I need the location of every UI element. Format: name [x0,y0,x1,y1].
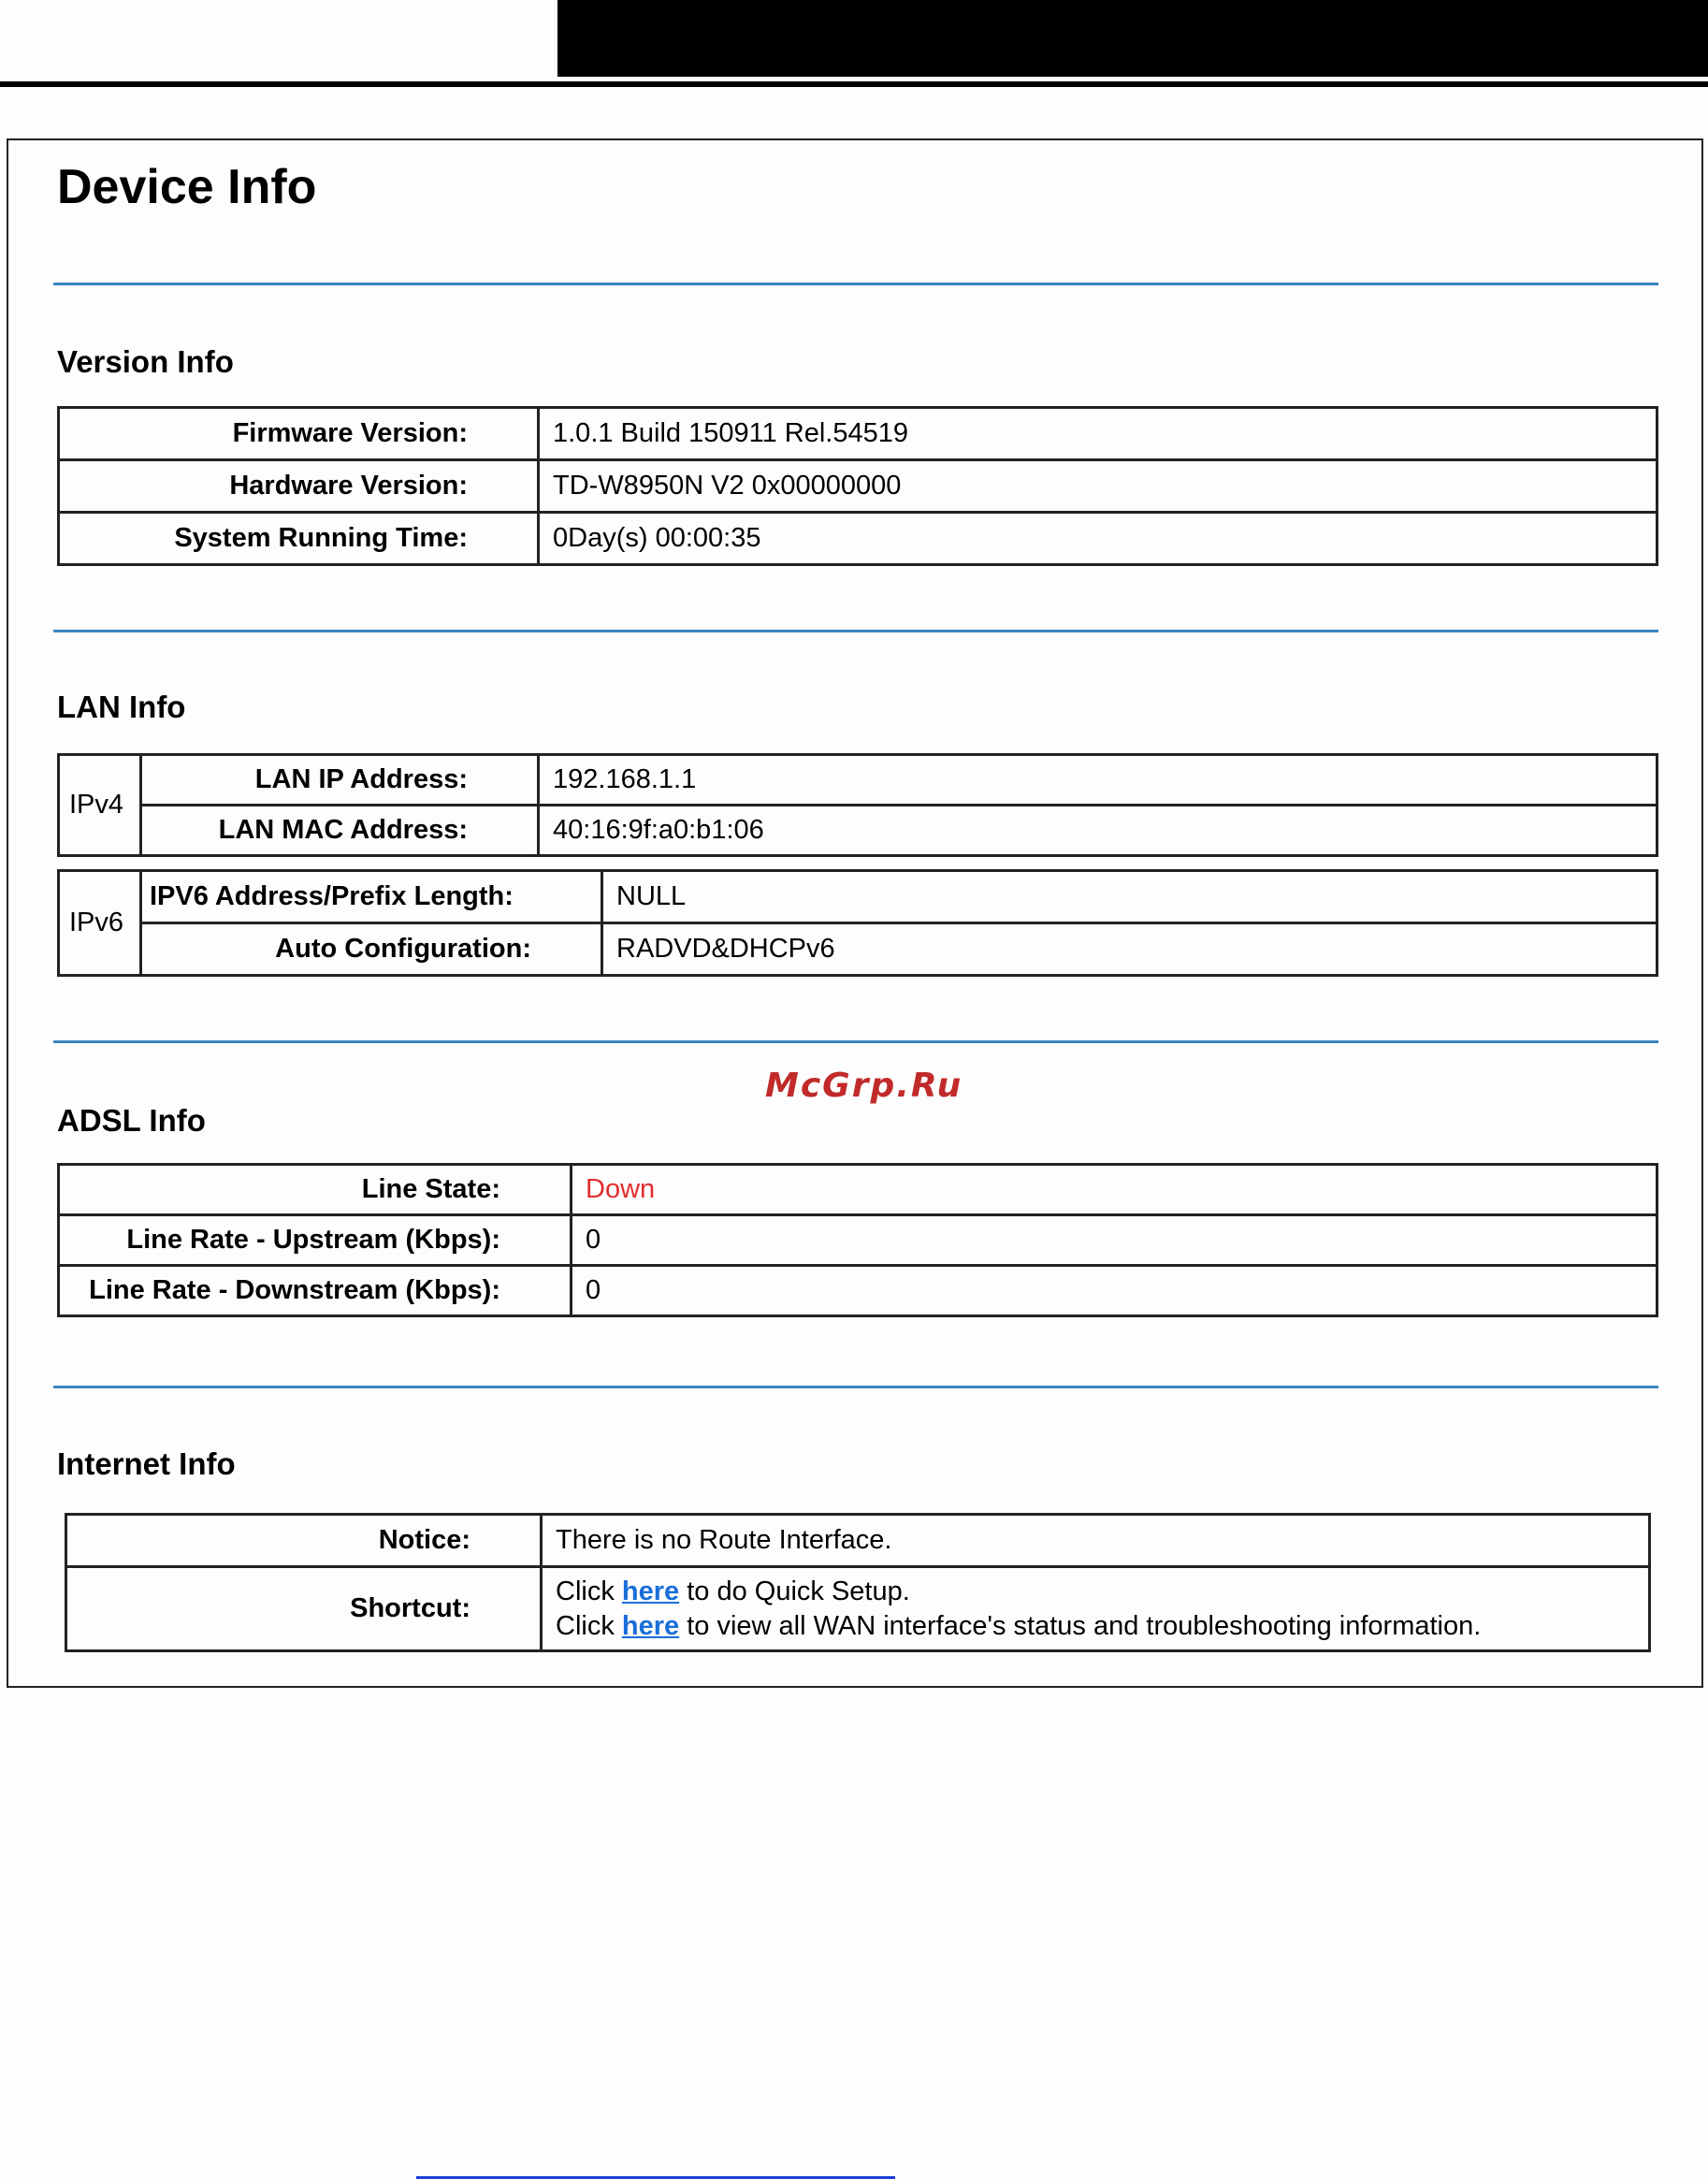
page-title: Device Info [57,160,317,214]
ipv4-group-label: IPv4 [59,755,141,856]
header-rule [0,81,1708,87]
table-row [59,1266,1657,1316]
shortcut-value [542,1567,1650,1651]
downstream-rate-label: Line Rate - Downstream (Kbps): [59,1266,572,1316]
ipv6-group-label: IPv6 [59,871,141,976]
line-state-value: Down [572,1165,1657,1215]
hardware-version-label: Hardware Version: [59,460,539,513]
lan-ip-address-value: 192.168.1.1 [539,755,1657,806]
section-divider [53,1040,1658,1043]
table-row [59,1215,1657,1266]
upstream-rate-value: 0 [572,1215,1657,1266]
firmware-version-value: 1.0.1 Build 150911 Rel.54519 [539,408,1657,460]
table-row [59,871,1657,923]
adsl-info-title: ADSL Info [57,1103,206,1138]
lan-ip-address-label: LAN IP Address: [141,755,539,806]
internet-info-table [65,1513,1651,1652]
upstream-rate-label: Line Rate - Upstream (Kbps): [59,1215,572,1266]
lan-ipv6-table [57,869,1658,977]
auto-configuration-value: RADVD&DHCPv6 [602,923,1657,976]
lan-ipv4-table [57,753,1658,857]
quick-setup-link[interactable]: here [621,1576,680,1607]
table-row [59,408,1657,460]
shortcut-label: Shortcut: [66,1567,542,1651]
auto-configuration-label: Auto Configuration: [141,923,602,976]
section-divider [53,283,1658,285]
quick-setup-line: Click here to do Quick Setup. [556,1576,910,1607]
table-row [66,1567,1650,1651]
notice-value: There is no Route Interface. [542,1515,1650,1567]
wan-status-line: Click here to view all WAN interface's status and troubleshooting information. [556,1610,1482,1641]
table-row [59,460,1657,513]
table-row [59,755,1657,806]
version-info-table [57,406,1658,566]
hardware-version-value: TD-W8950N V2 0x00000000 [539,460,1657,513]
watermark-text: McGrp.Ru [765,1067,963,1105]
ipv6-address-prefix-value: NULL [602,871,1657,923]
device-info-panel [7,138,1703,1688]
section-divider [53,630,1658,632]
system-running-time-value: 0Day(s) 00:00:35 [539,513,1657,565]
table-row [59,513,1657,565]
notice-label: Notice: [66,1515,542,1567]
header-bar [557,0,1708,77]
lan-mac-address-label: LAN MAC Address: [141,806,539,856]
ipv6-address-prefix-label: IPV6 Address/Prefix Length: [141,871,602,923]
system-running-time-label: System Running Time: [59,513,539,565]
line-state-label: Line State: [59,1165,572,1215]
wan-status-link[interactable]: here [621,1610,680,1641]
downstream-rate-value: 0 [572,1266,1657,1316]
table-row [59,1165,1657,1215]
internet-info-title: Internet Info [57,1446,236,1481]
firmware-version-label: Firmware Version: [59,408,539,460]
lan-mac-address-value: 40:16:9f:a0:b1:06 [539,806,1657,856]
adsl-info-table [57,1163,1658,1317]
section-divider [53,1386,1658,1388]
lan-info-title: LAN Info [57,690,186,724]
table-row [59,923,1657,976]
table-row [59,806,1657,856]
version-info-title: Version Info [57,344,234,379]
table-row [66,1515,1650,1567]
